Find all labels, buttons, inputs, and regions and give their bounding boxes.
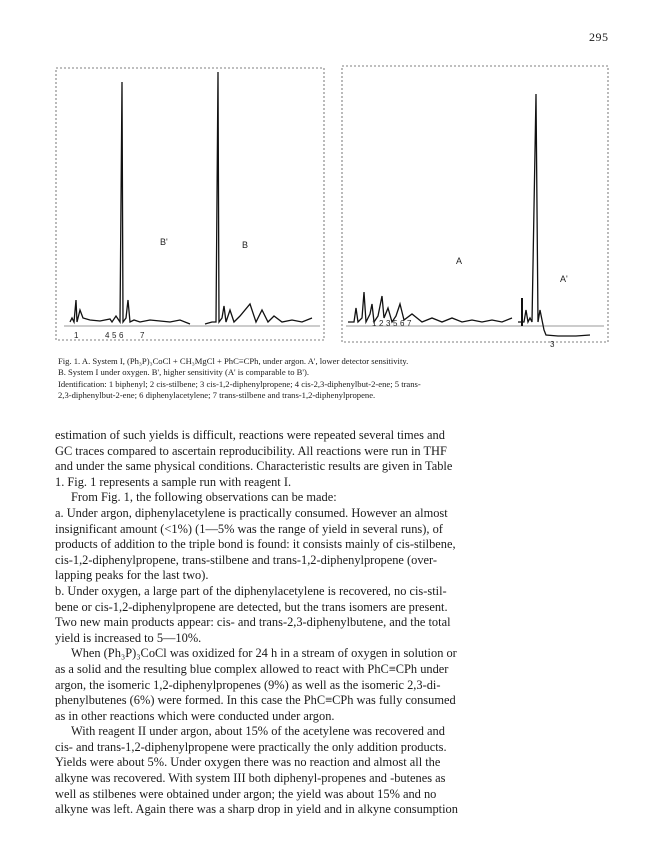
figure-caption [58,356,618,401]
body-line: When (Ph₃P)₃CoCl was oxidized for 24 h in a stream of oxygen in solution or [71,646,457,661]
figure-chromatograms [50,60,614,352]
body-line: From Fig. 1, the following observations can be made: [71,490,337,505]
peak-number-5: 5 [112,331,117,340]
peak-number-r1: 1 [372,319,377,328]
caption-line: Fig. 1. A. System I, (Ph₃P)₃CoCl + CH₃MgCl + PhC≡CPh, under argon. A', lower detector sensitivity. [58,356,409,366]
body-line: phenylbutenes (6%) were formed. In this case the PhC≡CPh was fully consumed [55,693,456,708]
body-line: insignificant amount (<1%) (1—5% was the range of yield in several runs), of [55,521,443,536]
label-b: B [242,240,249,250]
trace-b [205,72,312,324]
body-line: a. Under argon, diphenylacetylene is practically consumed. However an almost [55,505,448,520]
peak-number-r5: 5 [393,319,398,328]
body-line: 1. Fig. 1 represents a sample run with reagent I. [55,474,292,489]
peak-number-4: 4 [105,331,110,340]
peak-number-r6: 6 [400,319,405,328]
body-line: alkyne was recovered. With system III both diphenyl-propenes and -butenes as [55,771,446,786]
label-a-prime: A' [560,274,568,284]
peak-number-r3: 3 [386,319,391,328]
body-line: well as stilbenes were obtained under argon; the yield was about 15% and no [55,786,437,801]
body-line: as in other reactions which were conducted under argon. [55,708,335,723]
body-line: b. Under oxygen, a large part of the diphenylacetylene is recovered, no cis-stil- [55,583,447,598]
body-line: cis-1,2-diphenylpropene, trans-stilbene and trans-1,2-diphenylpropene (over- [55,552,438,567]
caption-line: 2,3-diphenylbut-2-ene; 6 diphenylacetylene; 7 trans-stilbene and trans-1,2-diphenylpropene. [58,389,376,400]
peak-number-r7: 7 [407,319,412,328]
body-line: bene or cis-1,2-diphenylpropene are detected, but the trans isomers are present. [55,599,448,614]
body-line: cis- and trans-1,2-diphenylpropene were practically the only addition products. [55,739,447,754]
peak-number-3-right: 3 [550,340,555,349]
body-line: argon, the isomeric 1,2-diphenylpropenes (9%) as well as the isomeric 2,3-di- [55,677,441,692]
page-number: 295 [589,30,609,44]
body-line: and under the same physical conditions. Characteristic results are given in Table [55,459,453,474]
body-line: Yields were about 5%. Under oxygen there was no reaction and almost all the [55,755,441,770]
body-line: With reagent II under argon, about 15% of the acetylene was recovered and [71,724,445,739]
label-b-prime: B' [160,237,168,247]
left-panel-frame [56,68,324,340]
body-line: Two new main products appear: cis- and trans-2,3-diphenylbutene, and the total [55,615,451,630]
peak-number-1: 1 [74,331,79,340]
body-line: estimation of such yields is difficult, reactions were repeated several times and [55,428,445,442]
body-line: products of addition to the triple bond is found: it consists mainly of cis-stilbene, [55,537,456,552]
body-line: alkyne was left. Again there was a sharp drop in yield and in alkyne consumption [55,802,458,817]
body-line: GC traces compared to ascertain reproducibility. All reactions were run in THF [55,443,447,458]
trace-a-prime [518,94,590,336]
trace-a [348,292,512,322]
body-line: yield is increased to 5—10%. [55,630,202,645]
peak-number-7: 7 [140,331,145,340]
caption-line: B. System I under oxygen. B', higher sensitivity (A' is comparable to B'). [58,367,309,378]
trace-b-prime [70,82,190,324]
peak-number-6: 6 [119,331,124,340]
chromatogram-svg [50,60,614,352]
body-line: lapping peaks for the last two). [55,568,209,583]
label-a: A [456,256,463,266]
peak-number-r2: 2 [379,319,384,328]
body-line: as a solid and the resulting blue complex allowed to react with PhC≡CPh under [55,661,449,676]
caption-line: Identification: 1 biphenyl; 2 cis-stilbene; 3 cis-1,2-diphenylpropene; 4 cis-2,3-diphenylbut-2-ene; 5 trans- [58,378,421,389]
body-text [55,428,620,818]
